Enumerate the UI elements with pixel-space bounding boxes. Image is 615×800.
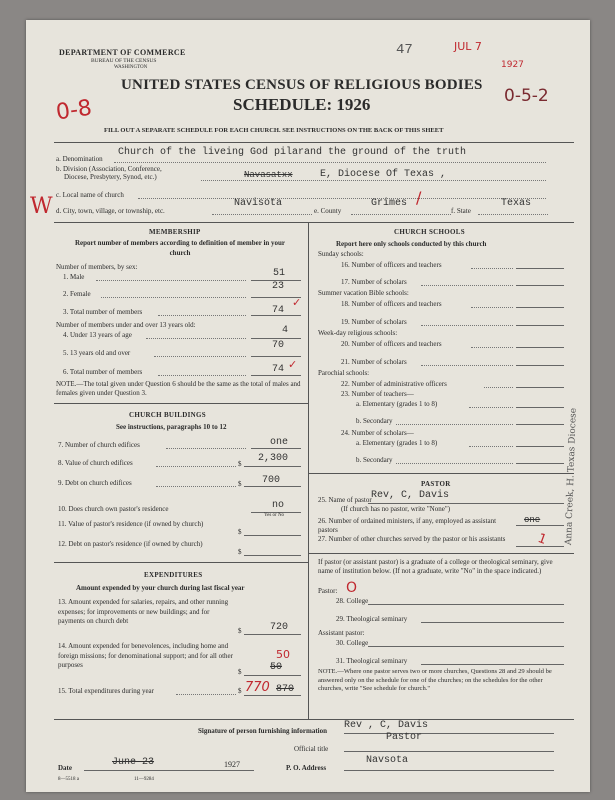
q14-label: 14. Amount expended for benevolences, including home and foreign missions; for denominational support; and for all other purposes xyxy=(58,642,233,669)
answer-line xyxy=(251,375,301,376)
q10-value: no xyxy=(272,500,285,511)
answer-line xyxy=(516,347,564,348)
dollar-sign: $ xyxy=(238,548,242,556)
answer-line xyxy=(368,503,564,504)
answer-line xyxy=(516,546,564,547)
date-label: Date xyxy=(58,764,72,772)
q26-value: one xyxy=(524,515,541,525)
by-sex-label: Number of members, by sex: xyxy=(56,263,138,271)
q15-struck-value: 870 xyxy=(276,684,295,695)
q14-value: 50 xyxy=(276,648,290,661)
answer-line xyxy=(244,555,301,556)
assistant-label: Assistant pastor: xyxy=(318,629,365,637)
state-label: f. State xyxy=(451,207,471,215)
stamp-number: 47 xyxy=(396,42,413,58)
answer-line xyxy=(244,695,301,696)
answer-line xyxy=(244,675,301,676)
grid-line xyxy=(54,403,308,404)
q6-label: 6. Total number of members xyxy=(63,368,143,376)
field-line xyxy=(478,214,548,215)
division-struck-value: Navasatxx xyxy=(244,170,293,180)
grid-line xyxy=(308,473,574,474)
q27-value: 1 xyxy=(535,531,549,548)
dollar-sign: $ xyxy=(238,460,242,468)
field-line xyxy=(351,214,451,215)
grid-line xyxy=(54,719,574,720)
q3-label: 3. Total number of members xyxy=(63,308,143,316)
dot-leader xyxy=(469,407,513,408)
local-name-label: c. Local name of church xyxy=(56,191,124,199)
date-value: June 23 xyxy=(112,757,155,768)
dot-leader xyxy=(484,387,513,388)
q12-label: 12. Debt on pastor's residence (if owned by church) xyxy=(58,540,203,548)
answer-line xyxy=(516,525,564,526)
q1-value: 51 xyxy=(273,268,286,279)
dot-leader xyxy=(471,307,513,308)
fill-out-instruction: FILL OUT A SEPARATE SCHEDULE FOR EACH CHURCH. SEE INSTRUCTIONS ON THE BACK OF THIS SHEET xyxy=(104,127,444,134)
field-line xyxy=(201,180,546,181)
pastor-note: NOTE.—Where one pastor serves two or more churches, Questions 28 and 29 should be answered only on the schedule for one of the churches; on the schedules for the other churches, write "See schedule for church." xyxy=(318,668,552,692)
answer-line xyxy=(516,268,564,269)
answer-line xyxy=(251,356,301,357)
membership-subtitle: Report number of members according to definition of member in your church xyxy=(74,239,286,257)
denomination-value: Church of the liveing God pilarand the ground of the truth xyxy=(118,147,467,158)
yes-no-hint: Yes or No xyxy=(264,513,285,518)
q29-label: 29. Theological seminary xyxy=(336,615,408,623)
dot-leader xyxy=(396,463,513,464)
summer-label: Summer vacation Bible schools: xyxy=(318,289,409,297)
county-label: e. County xyxy=(314,207,342,215)
answer-line xyxy=(516,307,564,308)
q25-hint: (If church has no pastor, write "None") xyxy=(341,505,451,513)
q2-value: 23 xyxy=(272,281,285,292)
q4-value: 4 xyxy=(282,325,289,336)
q10-label: 10. Does church own pastor's residence xyxy=(58,505,169,513)
college-note: If pastor (or assistant pastor) is a graduate of a college or theological seminary, give name of institution below. (If not a graduate, write "No" in the space indicated.) xyxy=(318,558,553,575)
dollar-sign: $ xyxy=(238,528,242,536)
city-label: d. City, town, village, or township, etc. xyxy=(56,207,165,215)
answer-line xyxy=(421,664,564,665)
q7-label: 7. Number of church edifices xyxy=(58,441,140,449)
q15-label: 15. Total expenditures during year xyxy=(58,687,154,695)
division-label-2: Diocese, Presbytery, Synod, etc.) xyxy=(64,173,157,181)
answer-line xyxy=(516,463,564,464)
dot-leader xyxy=(101,297,246,298)
check-mark: ✓ xyxy=(292,296,302,309)
answer-line xyxy=(516,285,564,286)
answer-line xyxy=(344,733,554,734)
dot-leader xyxy=(166,448,246,449)
grid-line xyxy=(308,553,574,554)
dot-leader xyxy=(156,486,236,487)
city-value: Navisota xyxy=(234,198,283,209)
q23a-label: a. Elementary (grades 1 to 8) xyxy=(356,400,438,408)
answer-line xyxy=(344,770,554,771)
q28-label: 28. College xyxy=(336,597,369,605)
q26-label: 26. Number of ordained ministers, if any, employed as assistant pastors xyxy=(318,517,497,534)
answer-line xyxy=(516,365,564,366)
dot-leader xyxy=(176,694,236,695)
form-number: 8—5518 a xyxy=(58,777,79,782)
answer-line xyxy=(368,646,564,647)
q4-label: 4. Under 13 years of age xyxy=(63,331,132,339)
q18-label: 18. Number of officers and teachers xyxy=(341,300,442,308)
title-value: Pastor xyxy=(386,732,423,743)
answer-line xyxy=(251,448,301,449)
answer-line xyxy=(244,486,301,487)
date-year: 1927 xyxy=(224,760,240,769)
answer-line xyxy=(516,446,564,447)
handwritten-code-right: 0-5-2 xyxy=(504,86,549,106)
dot-leader xyxy=(421,365,513,366)
parochial-label: Parochial schools: xyxy=(318,369,370,377)
answer-line xyxy=(516,424,564,425)
q11-label: 11. Value of pastor's residence (if owned by church) xyxy=(58,520,204,528)
check-mark: ✓ xyxy=(288,358,298,371)
q7-value: one xyxy=(270,437,289,448)
q20-label: 20. Number of officers and teachers xyxy=(341,340,442,348)
answer-line xyxy=(516,325,564,326)
dot-leader xyxy=(96,280,246,281)
q22-label: 22. Number of administrative officers xyxy=(341,380,447,388)
q27-label: 27. Number of other churches served by the pastor or his assistants xyxy=(318,535,506,543)
bureau-name: BUREAU OF THE CENSUS xyxy=(91,58,157,64)
q23-label: 23. Number of teachers— xyxy=(341,390,414,398)
county-value: Grimes xyxy=(371,198,408,209)
q24a-label: a. Elementary (grades 1 to 8) xyxy=(356,439,438,447)
grid-line xyxy=(54,562,308,563)
age-group-label: Number of members under and over 13 years old: xyxy=(56,321,196,329)
answer-line xyxy=(251,338,301,339)
pastor-title: PASTOR xyxy=(421,480,451,488)
stamp-date: JUL 7 xyxy=(454,40,482,53)
q2-label: 2. Female xyxy=(63,290,91,298)
q9-value: 700 xyxy=(262,475,281,486)
q24-label: 24. Number of scholars— xyxy=(341,429,414,437)
stamp-year: 1927 xyxy=(501,60,524,70)
po-address-label: P. O. Address xyxy=(286,764,327,772)
po-address-value: Navsota xyxy=(366,755,409,766)
title-label: Official title xyxy=(294,745,329,753)
dot-leader xyxy=(471,268,513,269)
census-schedule-form xyxy=(26,20,590,792)
q9-label: 9. Debt on church edifices xyxy=(58,479,132,487)
answer-line xyxy=(244,535,301,536)
q31-label: 31. Theological seminary xyxy=(336,657,408,665)
handwritten-code-left: 0-8 xyxy=(54,95,94,126)
expenditures-title: EXPENDITURES xyxy=(144,571,203,579)
answer-line xyxy=(244,634,301,635)
q3-value: 74 xyxy=(272,305,285,316)
q30-label: 30. College xyxy=(336,639,369,647)
dot-leader xyxy=(421,285,513,286)
grid-line xyxy=(308,222,309,719)
answer-line xyxy=(516,387,564,388)
q17-label: 17. Number of scholars xyxy=(341,278,407,286)
answer-line xyxy=(368,604,564,605)
signature-label: Signature of person furnishing information xyxy=(198,727,327,735)
membership-note: NOTE.—The total given under Question 6 should be the same as the total of males and females given under Question 3. xyxy=(56,380,301,397)
dollar-sign: $ xyxy=(238,480,242,488)
dot-leader xyxy=(158,315,246,316)
print-number: 11—9284 xyxy=(134,777,154,782)
q13-label: 13. Amount expended for salaries, repairs, and other running expenses; for improvements or new buildings; and for payments on church debt xyxy=(58,598,229,625)
state-value: Texas xyxy=(501,198,532,209)
division-value: E, Diocese Of Texas , xyxy=(320,169,447,180)
buildings-title: CHURCH BUILDINGS xyxy=(129,411,206,419)
form-schedule: SCHEDULE: 1926 xyxy=(233,95,371,114)
dot-leader xyxy=(154,356,246,357)
field-line xyxy=(212,214,312,215)
pastor-label: Pastor: xyxy=(318,587,338,595)
q13-value: 720 xyxy=(270,622,289,633)
answer-line xyxy=(84,770,254,771)
check-mark: / xyxy=(416,188,422,207)
membership-title: MEMBERSHIP xyxy=(149,228,201,236)
signature-value: Rev , C, Davis xyxy=(344,720,429,731)
q1-label: 1. Male xyxy=(63,273,85,281)
handwritten-mark: W xyxy=(30,194,53,219)
q23b-label: b. Secondary xyxy=(356,417,393,425)
grid-line xyxy=(54,222,574,223)
dot-leader xyxy=(146,338,246,339)
bureau-city: WASHINGTON xyxy=(114,65,148,70)
q14-struck-value: 50 xyxy=(270,662,283,673)
divider xyxy=(54,142,574,143)
sunday-label: Sunday schools: xyxy=(318,250,364,258)
q25-value: Rev, C, Davis xyxy=(371,490,450,501)
schools-subtitle: Report here only schools conducted by this church xyxy=(336,240,487,248)
q19-label: 19. Number of scholars xyxy=(341,318,407,326)
q21-label: 21. Number of scholars xyxy=(341,358,407,366)
dollar-sign: $ xyxy=(238,627,242,635)
q8-label: 8. Value of church edifices xyxy=(58,459,133,467)
dot-leader xyxy=(471,347,513,348)
dot-leader xyxy=(396,424,513,425)
q25-label: 25. Name of pastor xyxy=(318,496,372,504)
form-title: UNITED STATES CENSUS OF RELIGIOUS BODIES xyxy=(121,77,483,93)
expenditures-subtitle: Amount expended by your church during last fiscal year xyxy=(76,584,245,592)
q15-value: 770 xyxy=(245,680,270,695)
answer-line xyxy=(251,315,301,316)
field-line xyxy=(138,198,546,199)
division-label: b. Division (Association, Conference, xyxy=(56,165,162,173)
dollar-sign: $ xyxy=(238,687,242,695)
q5-value: 70 xyxy=(272,340,285,351)
q6-value: 74 xyxy=(272,364,285,375)
dollar-sign: $ xyxy=(238,668,242,676)
field-line xyxy=(114,162,546,163)
q24b-label: b. Secondary xyxy=(356,456,393,464)
q5-label: 5. 13 years old and over xyxy=(63,349,131,357)
dot-leader xyxy=(156,466,236,467)
dot-leader xyxy=(158,375,246,376)
buildings-subtitle: See instructions, paragraphs 10 to 12 xyxy=(116,423,227,431)
dot-leader xyxy=(469,446,513,447)
schools-title: CHURCH SCHOOLS xyxy=(394,228,465,236)
answer-line xyxy=(516,407,564,408)
q16-label: 16. Number of officers and teachers xyxy=(341,261,442,269)
handwritten-mark: O xyxy=(346,580,358,596)
denomination-label: a. Denomination xyxy=(56,155,103,163)
dept-name: DEPARTMENT OF COMMERCE xyxy=(59,48,186,57)
margin-handwritten-note: Anna Creek, H. Texas Diocese xyxy=(564,407,579,546)
q8-value: 2,300 xyxy=(258,453,289,464)
dot-leader xyxy=(421,325,513,326)
weekday-label: Week-day religious schools: xyxy=(318,329,398,337)
answer-line xyxy=(344,751,554,752)
answer-line xyxy=(421,622,564,623)
answer-line xyxy=(244,466,301,467)
